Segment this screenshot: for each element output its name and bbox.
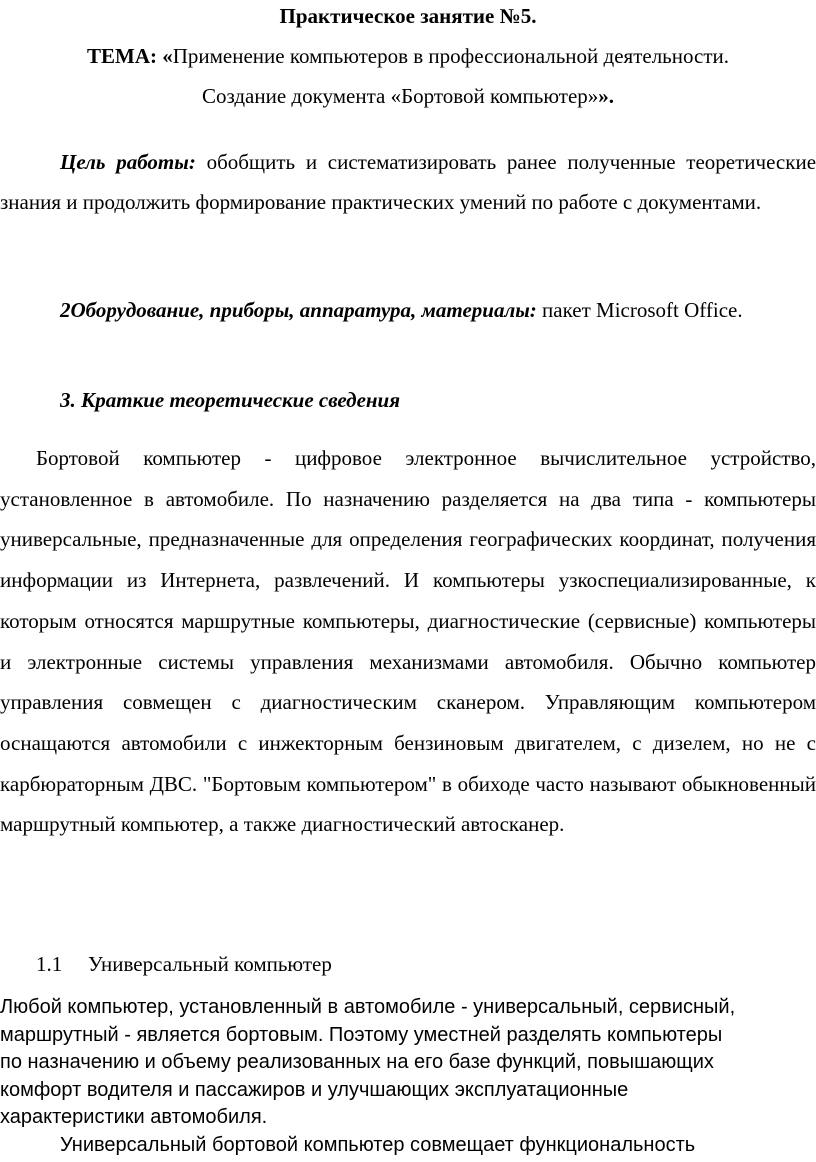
topic-text: Применение компьютеров в профессиональной деятельности. <box>172 44 729 68</box>
page-title: Практическое занятие №5. <box>279 4 537 28</box>
section-1-1-last-line: Универсальный бортовой компьютер совмещает функциональность <box>60 1134 696 1156</box>
text-line: комфорт водителя и пассажиров и улучшающих эксплуатационные <box>0 1078 629 1101</box>
text-line: Любой компьютер, установленный в автомобиле - универсальный, сервисный, <box>0 996 736 1018</box>
section-3-text: Бортовой компьютер - цифровое электронное вычислительное устройство, установленное в автомобиле. По назначению разделяется на два типа - компьютеры универсальные, предназначенные для определения географических координат, получения информации из Интернета, развлечений. И компьютеры узкоспециализированные, к которым относятся маршрутные компьютеры, диагностические (сервисные) компьютеры и электронные системы управления механизмами автомобиля. Обычно компьютер управления совмещен с диагностическим сканером. Управляющим компьютером оснащаются автомобили с инжекторным бензиновым двигателем, с дизелем, но не с карбюраторным ДВС. "Бортовым компьютером" в обиходе часто называют обыкновенный маршрутный компьютер, а также диагностический автосканер. <box>0 446 816 837</box>
topic-line-2 <box>0 84 816 109</box>
topic-text-line2: Создание документа «Бортовой компьютер» <box>201 84 599 108</box>
section-1-1-body <box>0 994 816 1132</box>
equipment-text: пакет Microsoft Office. <box>536 298 743 322</box>
equipment-label: 2Оборудование, приборы, аппаратура, материалы: <box>60 298 537 322</box>
equipment-paragraph <box>0 290 816 330</box>
text-line: по назначению и объему реализованных на его базе функций, повышающих <box>0 1051 714 1073</box>
goal-text: обобщить и систематизировать ранее полученные теоретические знания и продолжить формирование практических умений по работе с документами. <box>0 150 816 214</box>
goal-label: Цель работы: <box>60 150 196 174</box>
text-line: маршрутный - является бортовым. Поэтому уместней разделять компьютеры <box>0 1023 723 1046</box>
topic-label: ТЕМА: « <box>86 44 173 68</box>
section-1-1-heading <box>36 952 332 977</box>
text-line: характеристики автомобиля. <box>0 1106 268 1128</box>
section-number: 1.1 <box>36 952 63 976</box>
section-title: Универсальный компьютер <box>88 952 332 976</box>
section-3-heading: 3. Краткие теоретические сведения <box>60 388 401 412</box>
goal-paragraph <box>0 142 816 222</box>
section-3-body <box>0 438 816 845</box>
topic-end: ». <box>598 84 615 108</box>
topic-line-1 <box>0 44 816 69</box>
